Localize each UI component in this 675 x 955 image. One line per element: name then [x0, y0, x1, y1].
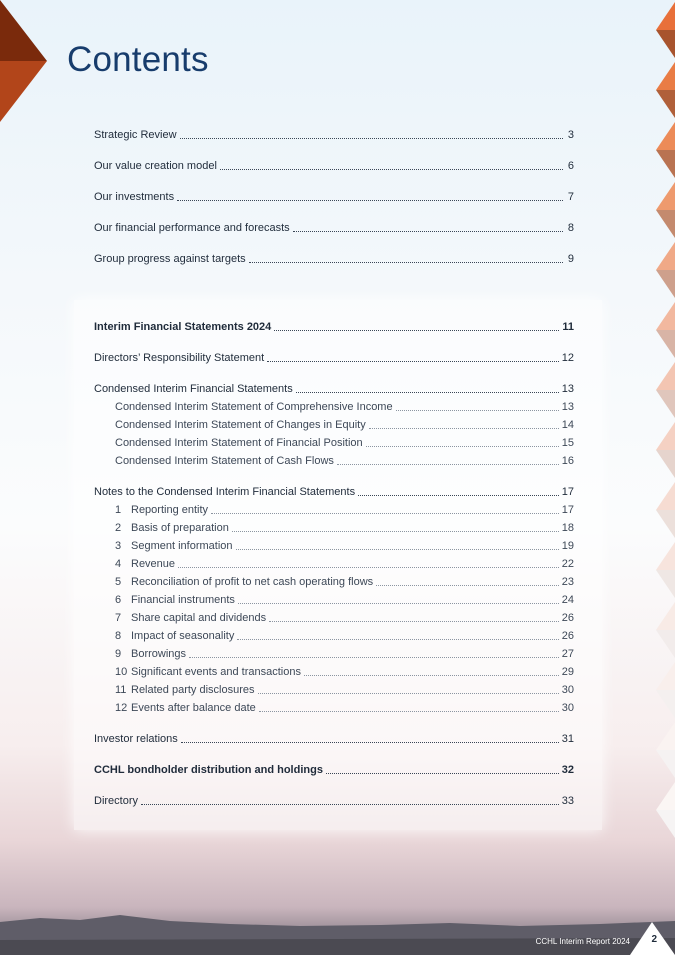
note-number: 5 — [115, 576, 122, 588]
toc-entry-label: Reconciliation of profit to net cash operating flows — [131, 576, 374, 588]
toc-note-11[interactable] — [94, 681, 574, 699]
toc-entry-page: 30 — [561, 684, 574, 696]
toc-note-3[interactable] — [94, 537, 574, 555]
dot-leader — [274, 329, 559, 331]
note-number: 4 — [115, 558, 122, 570]
toc-entry-page: 15 — [561, 437, 574, 449]
toc-note-7[interactable] — [94, 609, 574, 627]
toc-entry-label: Segment information — [131, 540, 233, 552]
dot-leader — [326, 772, 559, 774]
toc-entry-page: 16 — [561, 455, 574, 467]
page-title: Contents — [67, 40, 209, 79]
dot-leader — [304, 674, 559, 676]
toc-entry-label: Interim Financial Statements 2024 — [94, 321, 272, 333]
toc-entry-label: Condensed Interim Statement of Cash Flows — [115, 455, 334, 467]
toc-entry-page: 27 — [561, 648, 574, 660]
note-number: 3 — [115, 540, 122, 552]
toc-entry-label: Our financial performance and forecasts — [94, 222, 290, 234]
note-number: 1 — [115, 504, 122, 516]
dot-leader — [180, 137, 563, 139]
dot-leader — [232, 530, 559, 532]
toc-entry-label: Events after balance date — [131, 702, 256, 714]
toc-entry-label: Directory — [94, 795, 139, 807]
toc-entry-page: 13 — [561, 383, 574, 395]
toc-entry-condensed-statements[interactable] — [94, 380, 574, 398]
toc-entry-label: Financial instruments — [131, 594, 235, 606]
toc-entry-investor-relations[interactable] — [94, 730, 574, 748]
dot-leader — [237, 638, 558, 640]
toc-entry-value-creation[interactable] — [94, 157, 574, 175]
toc-entry-page: 29 — [561, 666, 574, 678]
dot-leader — [396, 409, 559, 411]
dot-leader — [296, 391, 559, 393]
footer-report-label: CCHL Interim Report 2024 — [535, 937, 630, 946]
toc-note-4[interactable] — [94, 555, 574, 573]
toc-entry-label: Strategic Review — [94, 129, 177, 141]
toc-entry-page: 13 — [561, 401, 574, 413]
toc-entry-label: Directors’ Responsibility Statement — [94, 352, 265, 364]
dot-leader — [178, 566, 559, 568]
note-number: 6 — [115, 594, 122, 606]
toc-entry-label: Revenue — [131, 558, 176, 570]
toc-entry-label: Group progress against targets — [94, 253, 246, 265]
note-number: 2 — [115, 522, 122, 534]
toc-entry-page: 26 — [561, 612, 574, 624]
dot-leader — [211, 512, 559, 514]
note-number: 12 — [115, 702, 128, 714]
toc-note-2[interactable] — [94, 519, 574, 537]
toc-entry-label: Our value creation model — [94, 160, 217, 172]
dot-leader — [259, 710, 559, 712]
toc-entry-page: 17 — [561, 504, 574, 516]
toc-entry-label: Significant events and transactions — [131, 666, 301, 678]
toc-entry-page: 11 — [562, 321, 574, 333]
toc-entry-label: Notes to the Condensed Interim Financial Statements — [94, 486, 356, 498]
toc-note-12[interactable] — [94, 699, 574, 717]
toc-entry-interim-financial-statements[interactable] — [94, 318, 574, 336]
dot-leader — [358, 494, 559, 496]
toc-strategic-section — [94, 126, 574, 268]
toc-subentry-cash-flows[interactable] — [94, 452, 574, 470]
dot-leader — [181, 741, 559, 743]
toc-entry-page: 8 — [567, 222, 574, 234]
toc-financial-section — [94, 318, 574, 810]
toc-entry-label: Impact of seasonality — [131, 630, 235, 642]
toc-entry-label: Condensed Interim Statement of Changes in Equity — [115, 419, 366, 431]
dot-leader — [369, 427, 559, 429]
note-number: 9 — [115, 648, 122, 660]
dot-leader — [293, 230, 563, 232]
toc-entry-notes[interactable] — [94, 483, 574, 501]
toc-note-10[interactable] — [94, 663, 574, 681]
toc-note-1[interactable] — [94, 501, 574, 519]
dot-leader — [267, 360, 559, 362]
toc-entry-page: 19 — [561, 540, 574, 552]
toc-entry-label: Basis of preparation — [131, 522, 229, 534]
dot-leader — [366, 445, 559, 447]
toc-entry-page: 17 — [561, 486, 574, 498]
toc-entry-page: 33 — [561, 795, 574, 807]
toc-entry-directors-responsibility[interactable] — [94, 349, 574, 367]
toc-entry-page: 18 — [561, 522, 574, 534]
toc-entry-label: Condensed Interim Statement of Financial Position — [115, 437, 363, 449]
dot-leader — [220, 168, 563, 170]
toc-entry-financial-performance[interactable] — [94, 219, 574, 237]
note-number: 8 — [115, 630, 122, 642]
toc-note-8[interactable] — [94, 627, 574, 645]
toc-entry-strategic-review[interactable] — [94, 126, 574, 144]
toc-subentry-comprehensive-income[interactable] — [94, 398, 574, 416]
dot-leader — [238, 602, 559, 604]
toc-entry-page: 7 — [567, 191, 574, 203]
corner-triangle-bottom — [0, 61, 47, 122]
toc-entry-page: 23 — [561, 576, 574, 588]
dot-leader — [177, 199, 563, 201]
toc-entry-label: Investor relations — [94, 733, 178, 745]
toc-entry-page: 14 — [561, 419, 574, 431]
toc-entry-label: Borrowings — [131, 648, 187, 660]
toc-note-5[interactable] — [94, 573, 574, 591]
toc-entry-group-progress[interactable] — [94, 250, 574, 268]
toc-entry-label: Share capital and dividends — [131, 612, 267, 624]
page-number: 2 — [651, 934, 657, 945]
toc-subentry-changes-in-equity[interactable] — [94, 416, 574, 434]
toc-entry-bondholder[interactable] — [94, 761, 574, 779]
toc-entry-page: 12 — [561, 352, 574, 364]
dot-leader — [249, 261, 563, 263]
right-edge-strip — [656, 2, 675, 838]
toc-entry-directory[interactable] — [94, 792, 574, 810]
toc-entry-label: CCHL bondholder distribution and holdings — [94, 764, 323, 776]
dot-leader — [269, 620, 559, 622]
note-number: 10 — [115, 666, 128, 678]
toc-entry-page: 9 — [567, 253, 574, 265]
toc-entry-page: 24 — [561, 594, 574, 606]
note-number: 11 — [115, 684, 127, 696]
dot-leader — [236, 548, 559, 550]
dot-leader — [141, 803, 559, 805]
toc-entry-page: 31 — [561, 733, 574, 745]
dot-leader — [376, 584, 559, 586]
toc-entry-page: 6 — [567, 160, 574, 172]
note-number: 7 — [115, 612, 122, 624]
toc-entry-label: Reporting entity — [131, 504, 209, 516]
toc-subentry-financial-position[interactable] — [94, 434, 574, 452]
toc-entry-page: 22 — [561, 558, 574, 570]
dot-leader — [258, 692, 559, 694]
toc-entry-page: 3 — [567, 129, 574, 141]
corner-triangle-top — [0, 0, 47, 61]
toc-entry-page: 30 — [561, 702, 574, 714]
toc-entry-page: 26 — [561, 630, 574, 642]
toc-entry-page: 32 — [561, 764, 574, 776]
dot-leader — [337, 463, 559, 465]
dot-leader — [189, 656, 559, 658]
toc-entry-label: Our investments — [94, 191, 175, 203]
toc-entry-label: Condensed Interim Statement of Comprehensive Income — [115, 401, 393, 413]
toc-entry-label: Condensed Interim Financial Statements — [94, 383, 293, 395]
toc-note-6[interactable] — [94, 591, 574, 609]
toc-note-9[interactable] — [94, 645, 574, 663]
toc-entry-investments[interactable] — [94, 188, 574, 206]
toc-entry-label: Related party disclosures — [131, 684, 255, 696]
